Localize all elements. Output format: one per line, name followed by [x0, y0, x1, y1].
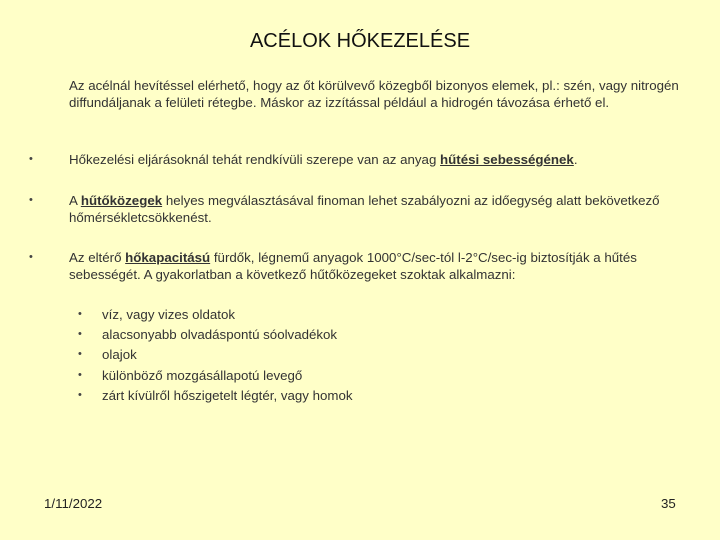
- bullet-emphasis: hűtőközegek: [80, 193, 163, 208]
- bullet-text: [69, 249, 689, 283]
- bullet-text: [69, 151, 689, 168]
- bullet-dot: •: [29, 153, 33, 165]
- bullet-text-after: helyes megválasztásával finoman lehet szabályozni az időegység alatt bekövetkező hőmérsékletcsökkenést.: [69, 193, 660, 225]
- bullet-text-before: Az eltérő: [69, 250, 126, 265]
- sub-bullet-dot: •: [78, 389, 82, 401]
- page-number: 35: [661, 496, 676, 511]
- bullet-emphasis: hűtési sebességének: [440, 152, 574, 167]
- sub-list-text: zárt kívülről hőszigetelt légtér, vagy homok: [102, 388, 353, 403]
- sub-bullet-dot: •: [78, 348, 82, 360]
- slide-title: ACÉLOK HŐKEZELÉSE: [249, 30, 471, 52]
- intro-paragraph: Az acélnál hevítéssel elérhető, hogy az őt körülvevő közegből bizonyos elemek, pl.: szén, vagy nitrogén diffundáljanak a felületi rétegbe. Máskor az izzítással például a hidrogén távozása érhető el.: [69, 78, 679, 110]
- bullet-text-before: A: [69, 193, 81, 208]
- sub-bullet-dot: •: [78, 369, 82, 381]
- bullet-text: [69, 192, 689, 226]
- sub-list-text: alacsonyabb olvadáspontú sóolvadékok: [102, 327, 338, 342]
- sub-bullet-dot: •: [78, 328, 82, 340]
- sub-list-text: olajok: [102, 347, 137, 362]
- bullet-text-before: Hőkezelési eljárásoknál tehát rendkívüli szerepe van az anyag: [69, 152, 441, 167]
- bullet-dot: •: [29, 251, 33, 263]
- bullet-emphasis: hőkapacitású: [125, 250, 211, 265]
- sub-list-text: víz, vagy vizes oldatok: [102, 307, 236, 322]
- sub-list-text: különböző mozgásállapotú levegő: [102, 368, 303, 383]
- sub-bullet-dot: •: [78, 308, 82, 320]
- bullet-text-after: .: [573, 152, 578, 167]
- bullet-dot: •: [29, 194, 33, 206]
- bullet-text-after: fürdők, légnemű anyagok 1000°C/sec-tól l-2°C/sec-ig biztosítják a hűtés sebességét. A gyakorlatban a következő hűtőközegeket szoktak alkalmazni:: [69, 250, 637, 282]
- footer-date: 1/11/2022: [44, 496, 103, 511]
